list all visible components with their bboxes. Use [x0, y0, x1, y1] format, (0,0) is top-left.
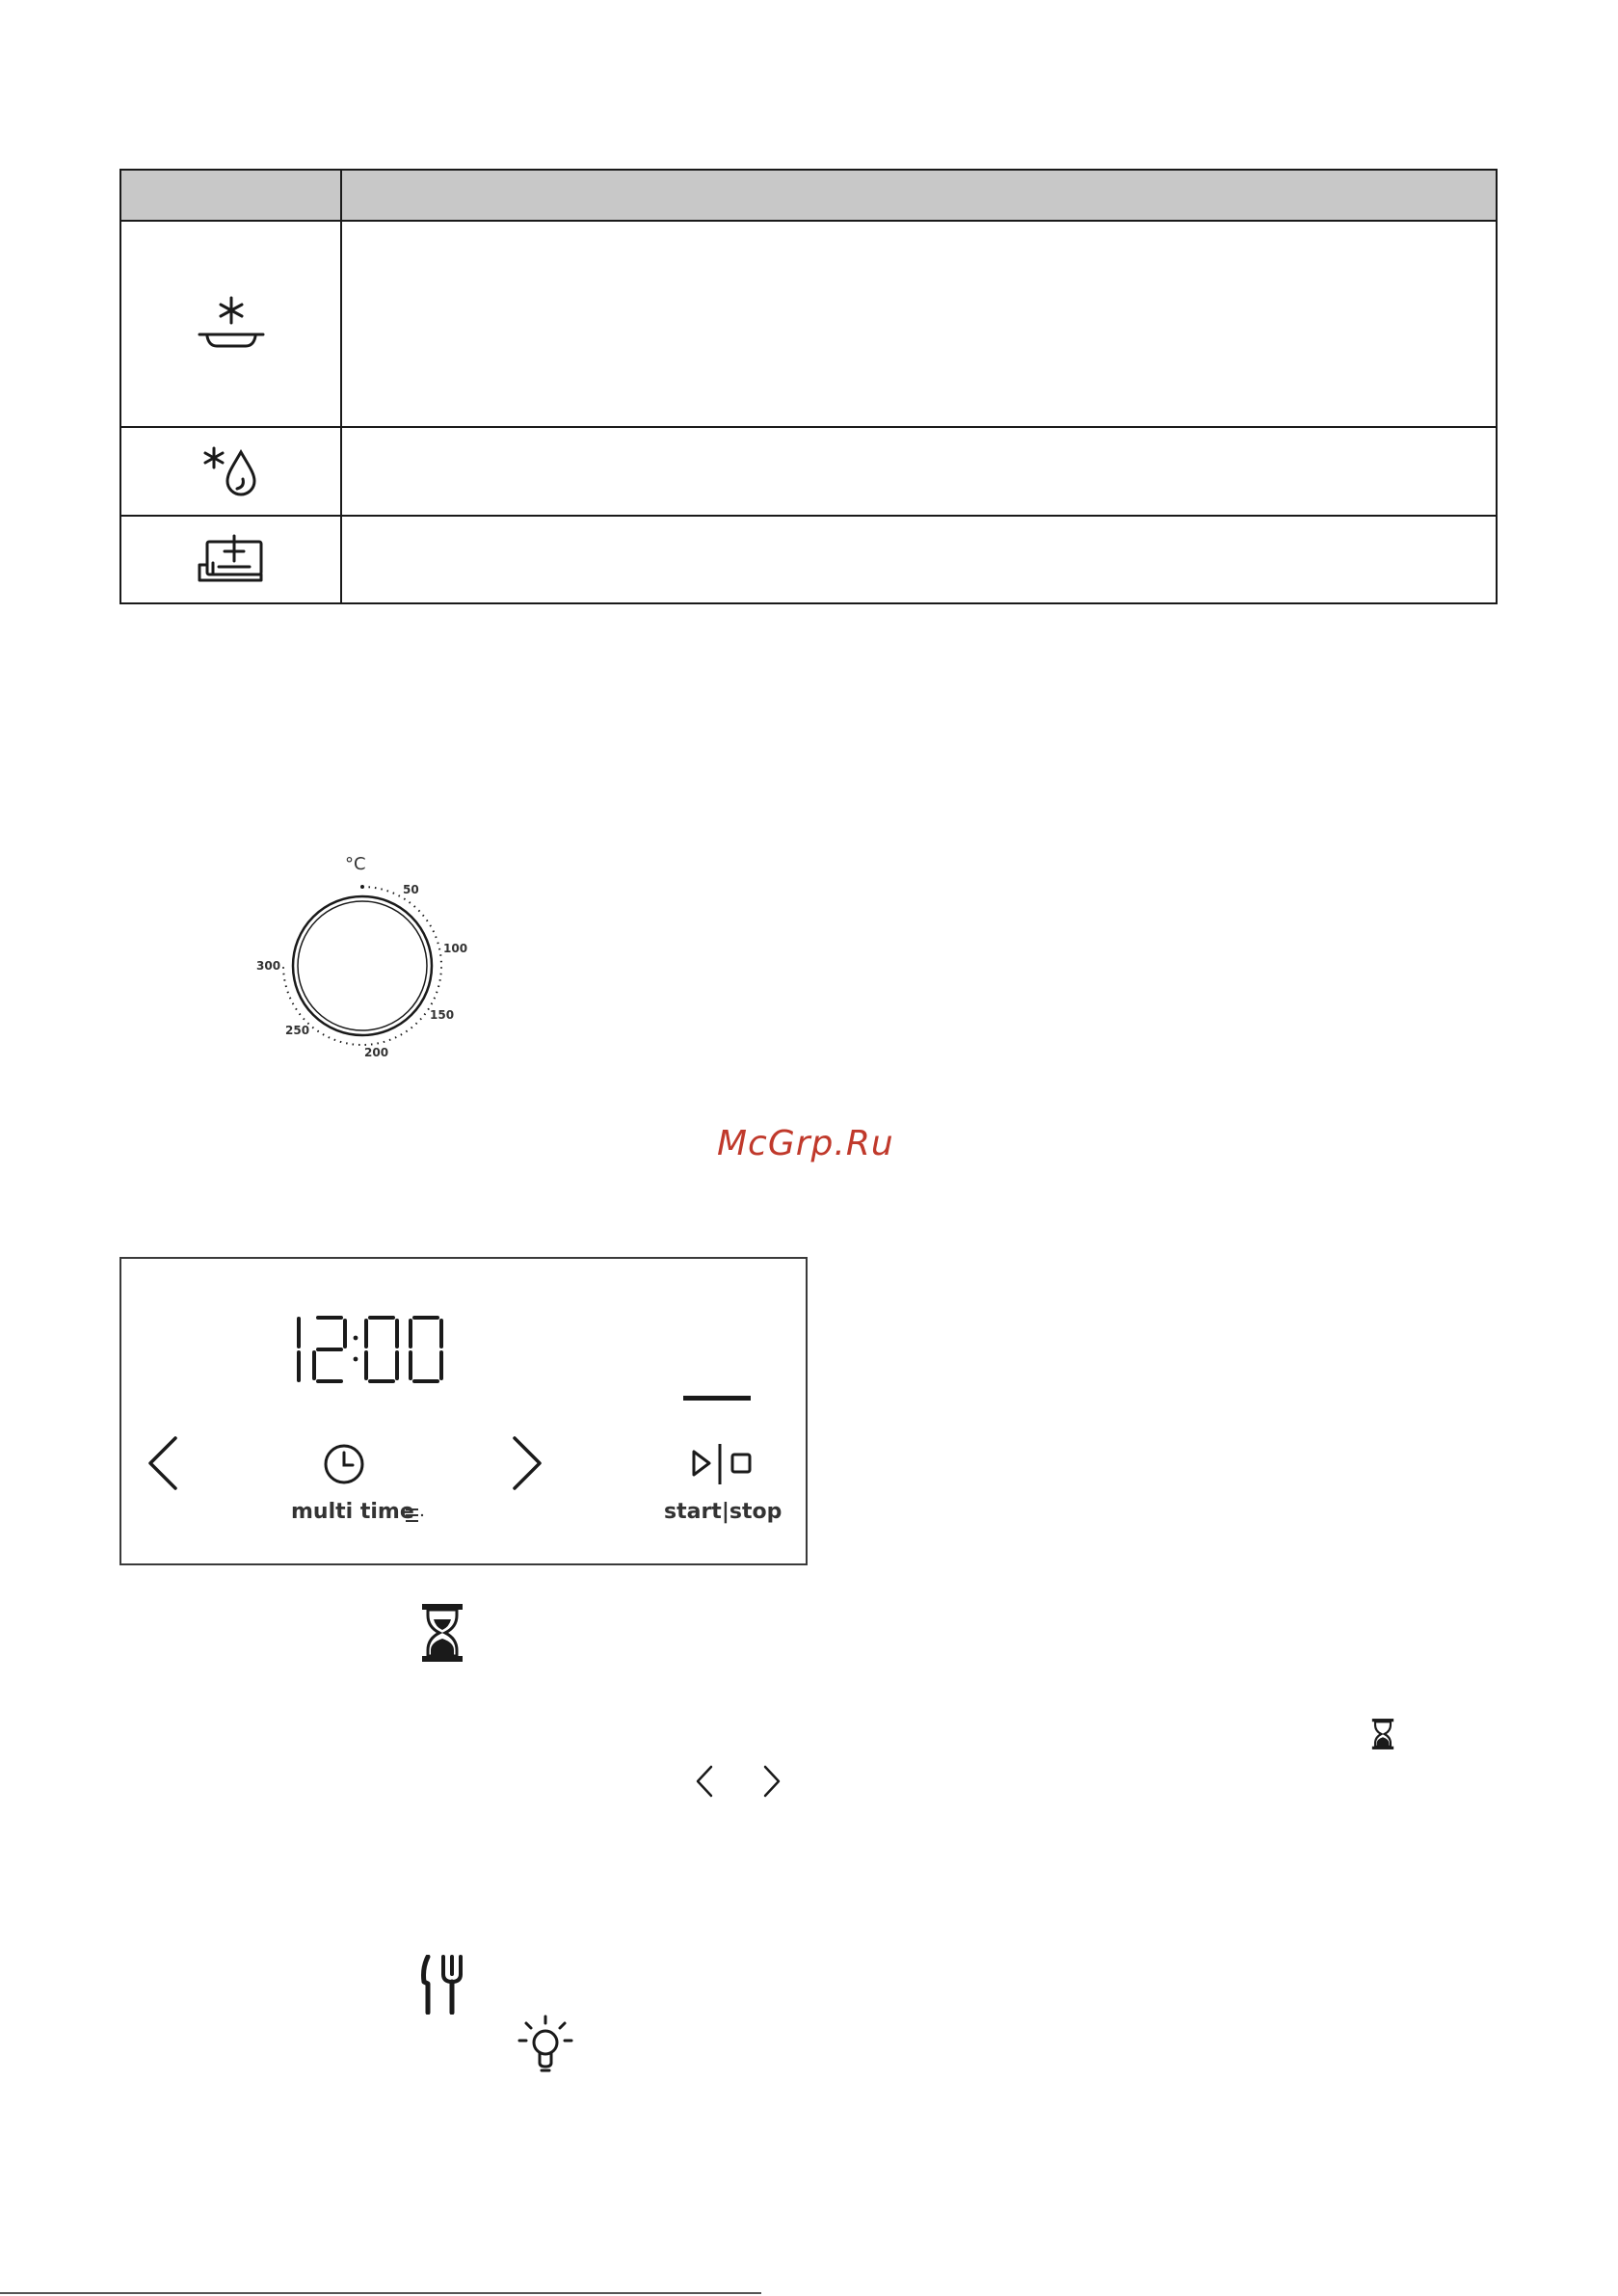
defrost-plate-icon — [196, 294, 267, 354]
stop-icon — [732, 1455, 750, 1472]
dial-tick-label: 100 — [443, 942, 468, 955]
chevron-right-icon[interactable] — [507, 1434, 545, 1492]
play-pause-icon[interactable] — [690, 1442, 757, 1486]
clock-icon[interactable] — [322, 1442, 366, 1486]
bottom-rule — [0, 2292, 761, 2294]
temperature-dial — [241, 848, 491, 1070]
table-row — [121, 222, 340, 426]
watermark: McGrp.Ru — [717, 1124, 894, 1163]
table-row — [121, 428, 340, 515]
defrost-drop-icon — [200, 444, 262, 498]
time-display — [285, 1315, 449, 1384]
dial-tick-label: 50 — [403, 883, 419, 896]
mode-table — [119, 169, 1498, 604]
dial-tick-label: 300 — [256, 959, 281, 973]
lightbulb-icon — [517, 2015, 574, 2074]
dial-tick-label: 150 — [430, 1008, 455, 1022]
dial-tick-label: 250 — [285, 1024, 310, 1037]
table-header — [121, 171, 1496, 222]
dough-proving-icon — [196, 534, 267, 588]
control-panel — [119, 1257, 808, 1565]
indicator-bar — [683, 1396, 751, 1401]
cutlery-icon — [420, 1955, 464, 2015]
hourglass-icon-small — [1370, 1718, 1395, 1750]
chevron-left-icon — [694, 1764, 715, 1799]
dial-tick-label: 200 — [364, 1046, 389, 1059]
hourglass-icon — [420, 1602, 464, 1664]
dial-unit-label: °C — [345, 854, 366, 874]
menu-lines-icon — [405, 1506, 424, 1525]
multi-time-label[interactable]: multi time — [291, 1500, 414, 1524]
table-row — [121, 517, 340, 604]
chevron-right-icon — [761, 1764, 782, 1799]
chevron-left-icon[interactable] — [145, 1434, 183, 1492]
start-stop-label[interactable]: start|stop — [664, 1500, 782, 1524]
